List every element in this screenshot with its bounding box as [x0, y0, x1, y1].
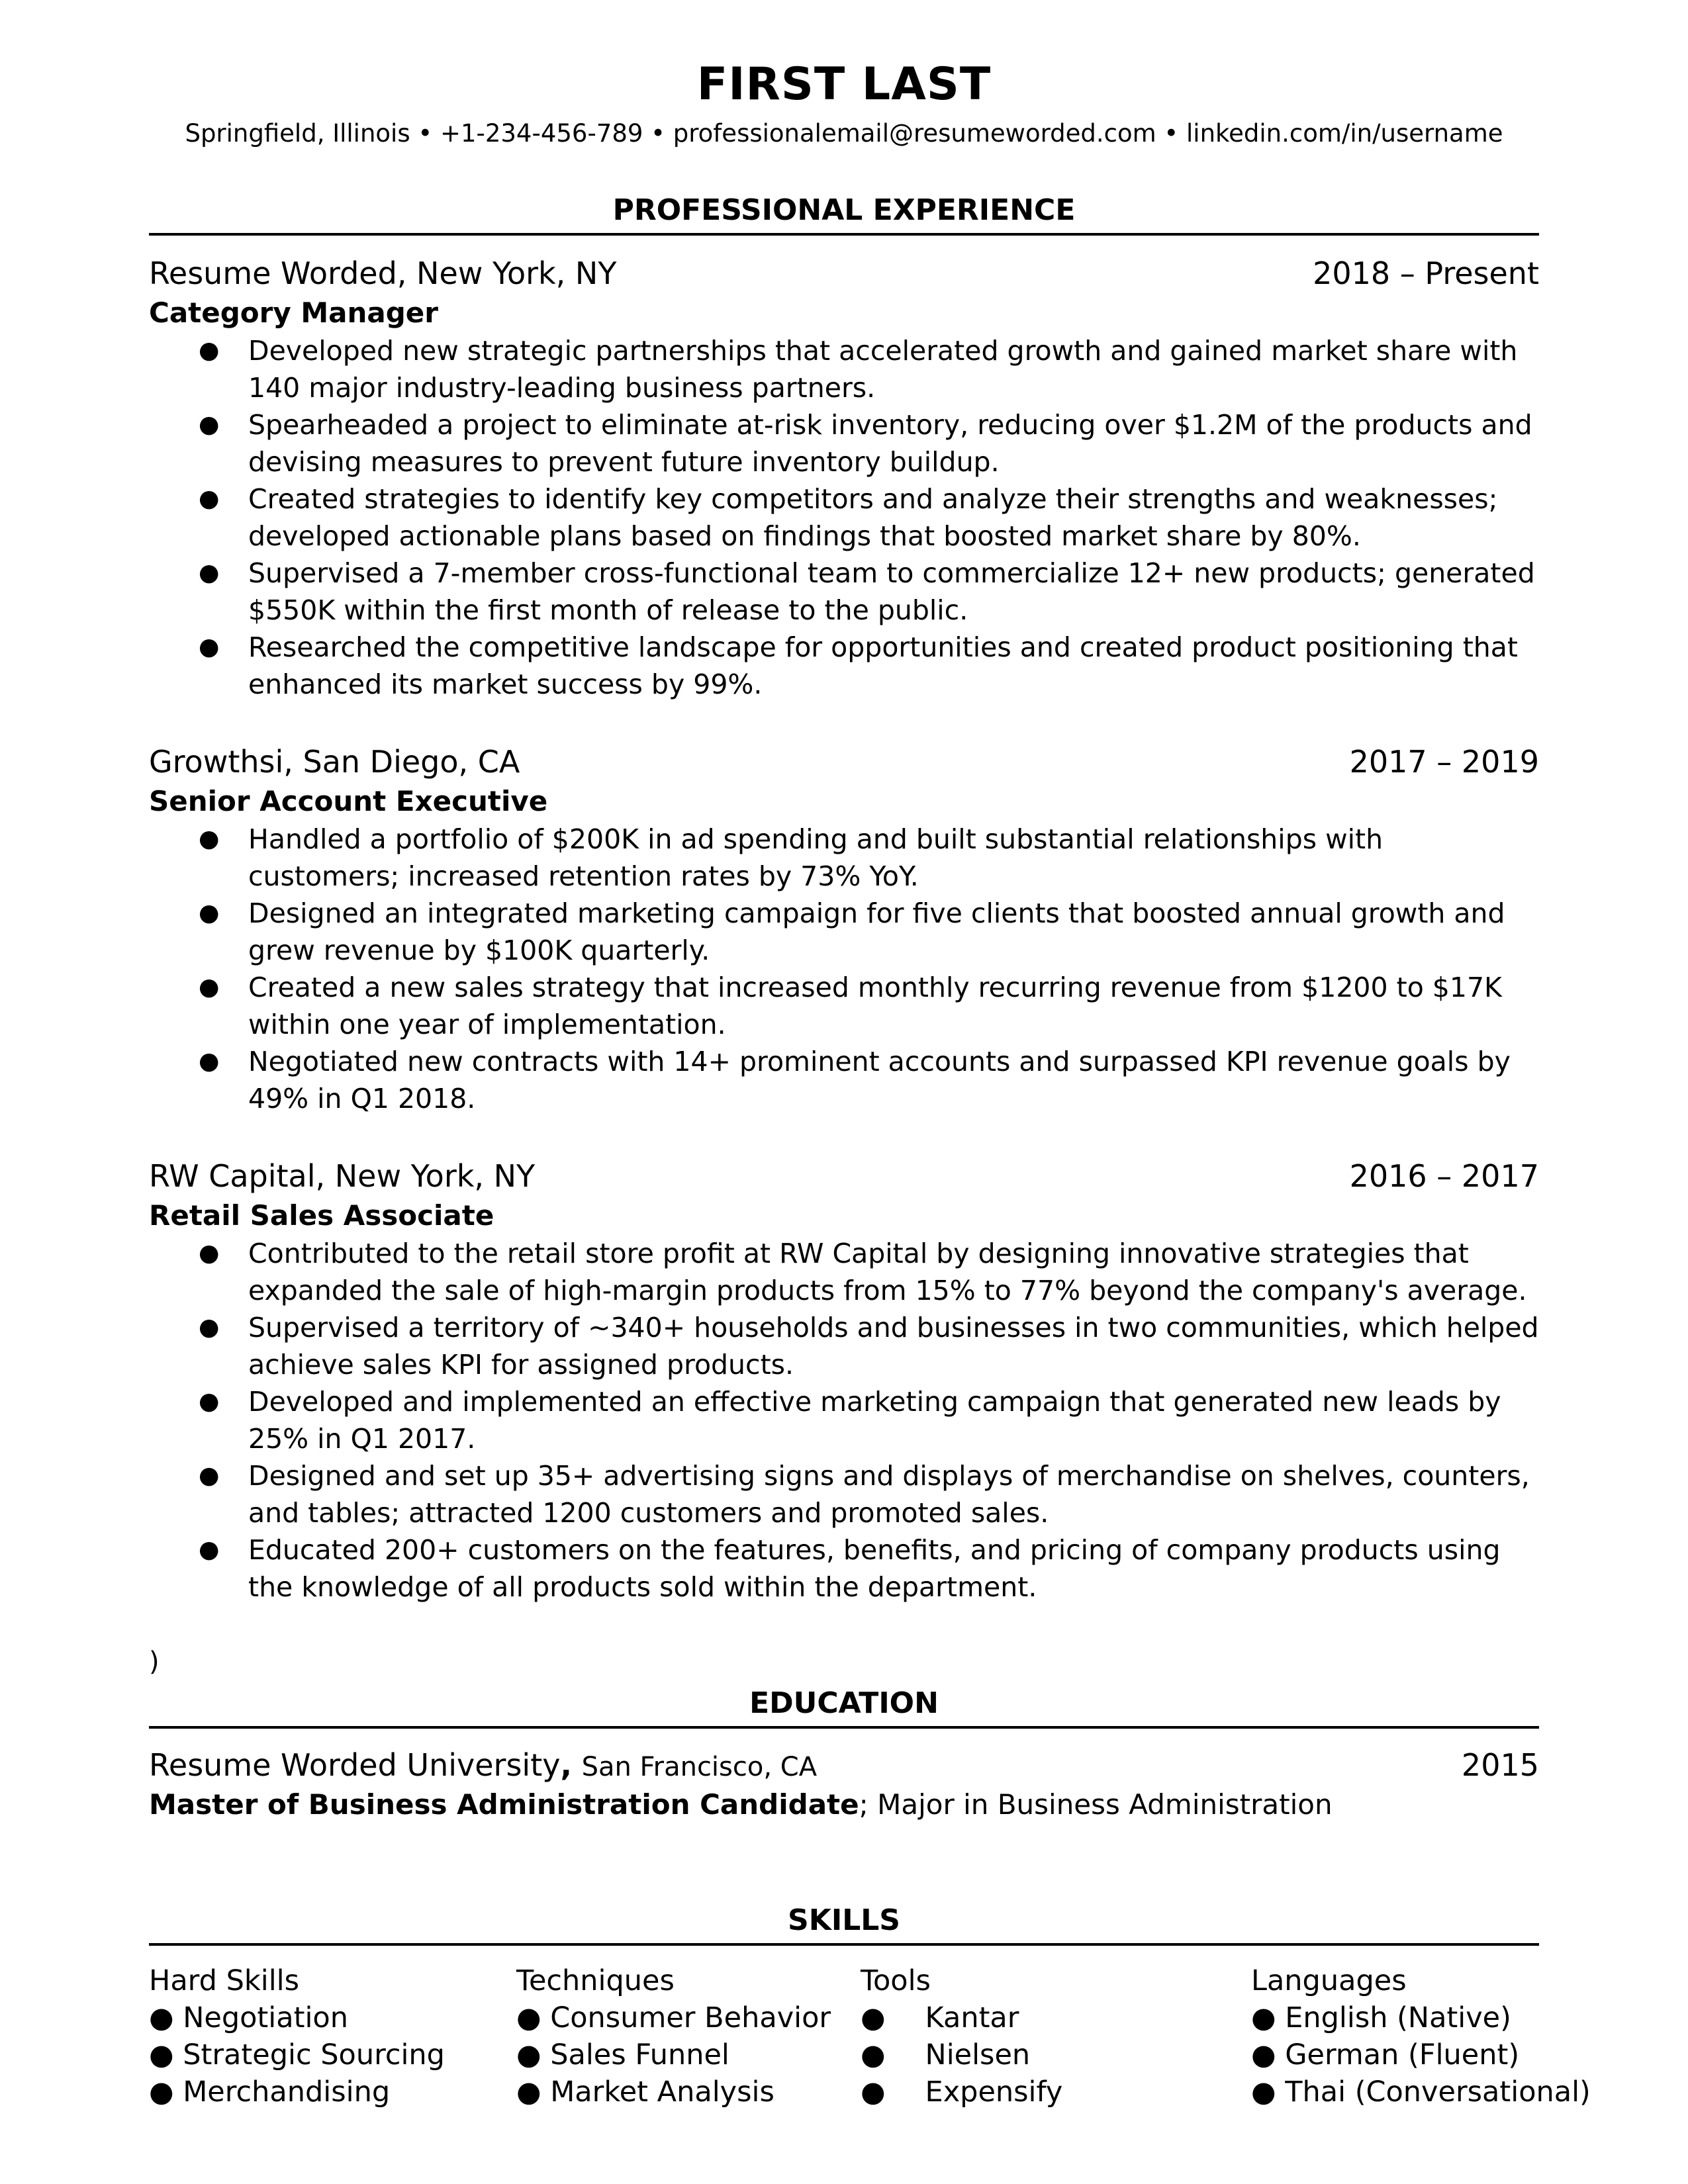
bullet-dot-icon: ● — [199, 825, 220, 852]
skill-label: Thai (Conversational) — [1285, 2075, 1591, 2109]
job-company: Growthsi, San Diego, CA — [149, 744, 520, 780]
bullet-dot-icon: ● — [199, 974, 220, 1001]
skill-item — [1251, 1999, 1591, 2036]
education-major: ; Major in Business Administration — [859, 1788, 1333, 1821]
stray-character: ) — [149, 1647, 160, 1677]
bullet-dot-icon: ● — [199, 1314, 220, 1341]
education-degree-line — [149, 1788, 1333, 1821]
job-dates: 2017 – 2019 — [1349, 744, 1539, 780]
job-company: RW Capital, New York, NY — [149, 1158, 536, 1194]
section-divider — [149, 1943, 1539, 1946]
bullet-item — [149, 895, 1539, 969]
education-degree: Master of Business Administration Candidate — [149, 1788, 859, 1821]
job-bullets — [149, 332, 1539, 703]
skills-heading: Tools — [861, 1964, 931, 1997]
bullet-item — [149, 332, 1539, 406]
bullet-text: Developed new strategic partnerships that accelerated growth and gained market share with 140 major industry-leading business partners. — [248, 335, 1518, 404]
bullet-item — [149, 821, 1539, 895]
bullet-item — [149, 1383, 1539, 1457]
bullet-dot-icon: ● — [149, 2001, 174, 2034]
skill-label: Nielsen — [925, 2038, 1031, 2071]
skill-item — [516, 1999, 831, 2036]
education-separator: , — [560, 1747, 572, 1783]
skill-item — [861, 1999, 1062, 2036]
bullet-dot-icon: ● — [199, 899, 220, 927]
skill-label: Kantar — [925, 2001, 1019, 2034]
bullet-text: Spearheaded a project to eliminate at-risk inventory, reducing over $1.2M of the products and devising measures to prevent future inventory buildup. — [248, 409, 1532, 478]
skill-label: Expensify — [925, 2075, 1063, 2109]
bullet-dot-icon: ● — [199, 1462, 220, 1489]
bullet-dot-icon: ● — [861, 2038, 886, 2071]
bullet-dot-icon: ● — [199, 1536, 220, 1563]
bullet-dot-icon: ● — [199, 485, 220, 512]
skills-heading: Techniques — [516, 1964, 675, 1997]
bullet-text: Contributed to the retail store profit at RW Capital by designing innovative strategies that expanded the sale of high-margin products from 15% to 77% beyond the company's average. — [248, 1238, 1527, 1306]
bullet-item — [149, 1457, 1539, 1531]
bullet-text: Created strategies to identify key competitors and analyze their strengths and weaknesses; developed actionable plans based on findings that boosted market share by 80%. — [248, 483, 1498, 552]
job-role: Retail Sales Associate — [149, 1199, 494, 1232]
bullet-dot-icon: ● — [1251, 2038, 1276, 2071]
bullet-dot-icon: ● — [199, 633, 220, 660]
bullet-dot-icon: ● — [199, 1240, 220, 1267]
bullet-dot-icon: ● — [199, 559, 220, 586]
skill-item — [149, 2036, 445, 2073]
bullet-text: Educated 200+ customers on the features, benefits, and pricing of company products using the knowledge of all products sold within the department. — [248, 1534, 1501, 1603]
bullet-text: Supervised a 7-member cross-functional team to commercialize 12+ new products; generated $550K within the first month of release to the public. — [248, 557, 1535, 626]
job-bullets — [149, 1235, 1539, 1606]
bullet-item — [149, 1235, 1539, 1309]
skill-label: Sales Funnel — [550, 2038, 729, 2071]
skill-label: Merchandising — [183, 2075, 391, 2109]
bullet-item — [149, 1531, 1539, 1606]
resume-name: FIRST LAST — [696, 58, 992, 111]
skills-column-languages — [1251, 1962, 1591, 2111]
bullet-dot-icon: ● — [516, 2038, 541, 2071]
bullet-item — [149, 555, 1539, 629]
section-title-education: EDUCATION — [749, 1686, 939, 1720]
bullet-dot-icon: ● — [199, 1388, 220, 1415]
skill-item — [516, 2036, 831, 2073]
job-role: Category Manager — [149, 296, 439, 329]
bullet-item — [149, 480, 1539, 555]
bullet-item — [149, 1309, 1539, 1383]
bullet-dot-icon: ● — [199, 337, 220, 364]
education-location: San Francisco, CA — [581, 1752, 818, 1782]
section-title-skills: SKILLS — [788, 1903, 900, 1937]
bullet-text: Supervised a territory of ~340+ households and businesses in two communities, which helped achieve sales KPI for assigned products. — [248, 1312, 1539, 1381]
bullet-dot-icon: ● — [516, 2075, 541, 2109]
job-dates: 2016 – 2017 — [1349, 1158, 1539, 1194]
education-school: Resume Worded University — [149, 1747, 561, 1783]
section-title-experience: PROFESSIONAL EXPERIENCE — [612, 193, 1076, 227]
skill-item — [516, 2073, 831, 2111]
skill-item — [149, 2073, 445, 2111]
skill-item — [149, 1999, 445, 2036]
bullet-dot-icon: ● — [1251, 2075, 1276, 2109]
skills-heading: Hard Skills — [149, 1964, 300, 1997]
bullet-item — [149, 629, 1539, 703]
bullet-item — [149, 969, 1539, 1043]
education-year: 2015 — [1461, 1747, 1539, 1783]
skills-column-techniques — [516, 1962, 831, 2111]
bullet-dot-icon: ● — [199, 1048, 220, 1075]
contact-line: Springfield, Illinois • +1-234-456-789 • professionalemail@resumeworded.com • linkedin.com/in/username — [185, 119, 1503, 148]
bullet-dot-icon: ● — [861, 2001, 886, 2034]
bullet-text: Designed and set up 35+ advertising signs and displays of merchandise on shelves, counters, and tables; attracted 1200 customers and promoted sales. — [248, 1460, 1530, 1529]
skills-column-tools — [861, 1962, 1062, 2111]
skill-item — [1251, 2036, 1591, 2073]
bullet-text: Researched the competitive landscape for opportunities and created product positioning that enhanced its market success by 99%. — [248, 631, 1518, 700]
bullet-text: Developed and implemented an effective marketing campaign that generated new leads by 25% in Q1 2017. — [248, 1386, 1501, 1455]
job-dates: 2018 – Present — [1313, 255, 1539, 291]
bullet-item — [149, 1043, 1539, 1117]
section-divider — [149, 233, 1539, 236]
bullet-dot-icon: ● — [199, 411, 220, 438]
skill-label: Strategic Sourcing — [183, 2038, 445, 2071]
skills-heading: Languages — [1251, 1964, 1407, 1997]
skill-item — [861, 2073, 1062, 2111]
bullet-text: Negotiated new contracts with 14+ prominent accounts and surpassed KPI revenue goals by 49% in Q1 2018. — [248, 1046, 1511, 1115]
education-institution-line — [149, 1747, 817, 1783]
bullet-item — [149, 406, 1539, 480]
skill-label: Negotiation — [183, 2001, 348, 2034]
bullet-text: Created a new sales strategy that increased monthly recurring revenue from $1200 to $17K within one year of implementation. — [248, 972, 1502, 1040]
bullet-dot-icon: ● — [149, 2075, 174, 2109]
skill-item — [861, 2036, 1062, 2073]
job-role: Senior Account Executive — [149, 785, 548, 817]
bullet-text: Handled a portfolio of $200K in ad spending and built substantial relationships with customers; increased retention rates by 73% YoY. — [248, 823, 1383, 892]
bullet-dot-icon: ● — [861, 2075, 886, 2109]
skill-label: German (Fluent) — [1285, 2038, 1520, 2071]
skill-label: Consumer Behavior — [550, 2001, 831, 2034]
section-divider — [149, 1726, 1539, 1729]
skill-item — [1251, 2073, 1591, 2111]
skill-label: Market Analysis — [550, 2075, 774, 2109]
bullet-dot-icon: ● — [1251, 2001, 1276, 2034]
skill-label: English (Native) — [1285, 2001, 1511, 2034]
job-company: Resume Worded, New York, NY — [149, 255, 617, 291]
bullet-dot-icon: ● — [516, 2001, 541, 2034]
job-bullets — [149, 821, 1539, 1117]
bullet-text: Designed an integrated marketing campaign for five clients that boosted annual growth and grew revenue by $100K quarterly. — [248, 897, 1505, 966]
skills-column-hard-skills — [149, 1962, 445, 2111]
bullet-dot-icon: ● — [149, 2038, 174, 2071]
